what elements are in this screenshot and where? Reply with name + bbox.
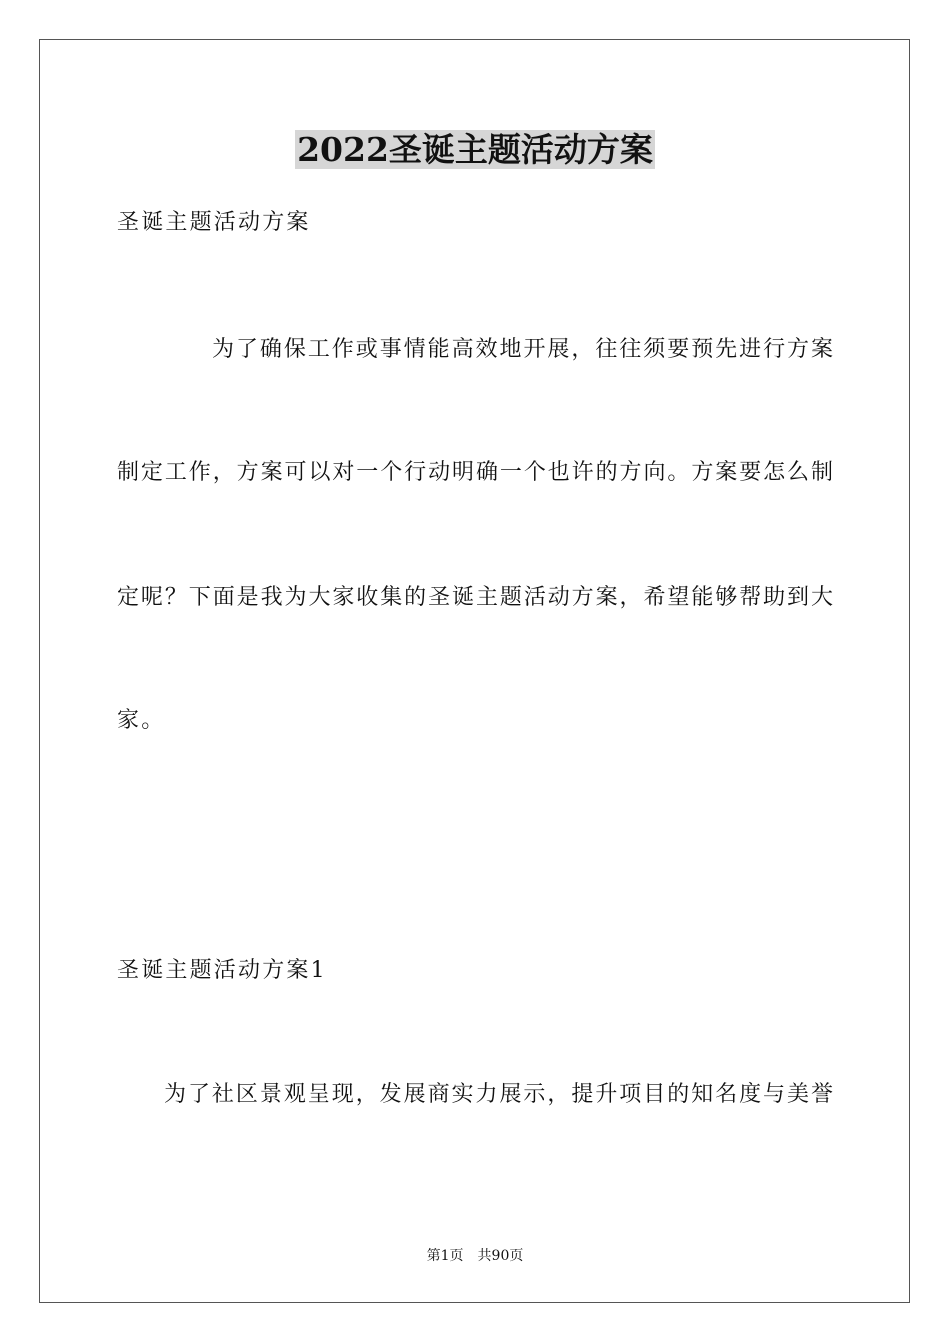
section-1-heading: 圣诞主题活动方案1 [117,958,327,983]
document-title-text: 2022圣诞主题活动方案 [297,130,653,169]
intro-paragraph-line-2: 制定工作，方案可以对一个行动明确一个也许的方向。方案要怎么制 [117,460,833,485]
intro-paragraph-line-4: 家。 [117,708,166,733]
document-title [0,130,950,170]
page-total: 共90页 [477,1248,524,1264]
intro-paragraph-line-3: 定呢？下面是我为大家收集的圣诞主题活动方案，希望能够帮助到大 [117,585,833,610]
document-subtitle: 圣诞主题活动方案 [117,210,311,235]
intro-paragraph-line-1: 为了确保工作或事情能高效地开展，往往须要预先进行方案 [212,337,833,362]
section-1-paragraph-line-1: 为了社区景观呈现，发展商实力展示，提升项目的知名度与美誉 [164,1082,833,1107]
page-footer [0,1246,950,1266]
page-number: 第1页 [426,1248,464,1264]
